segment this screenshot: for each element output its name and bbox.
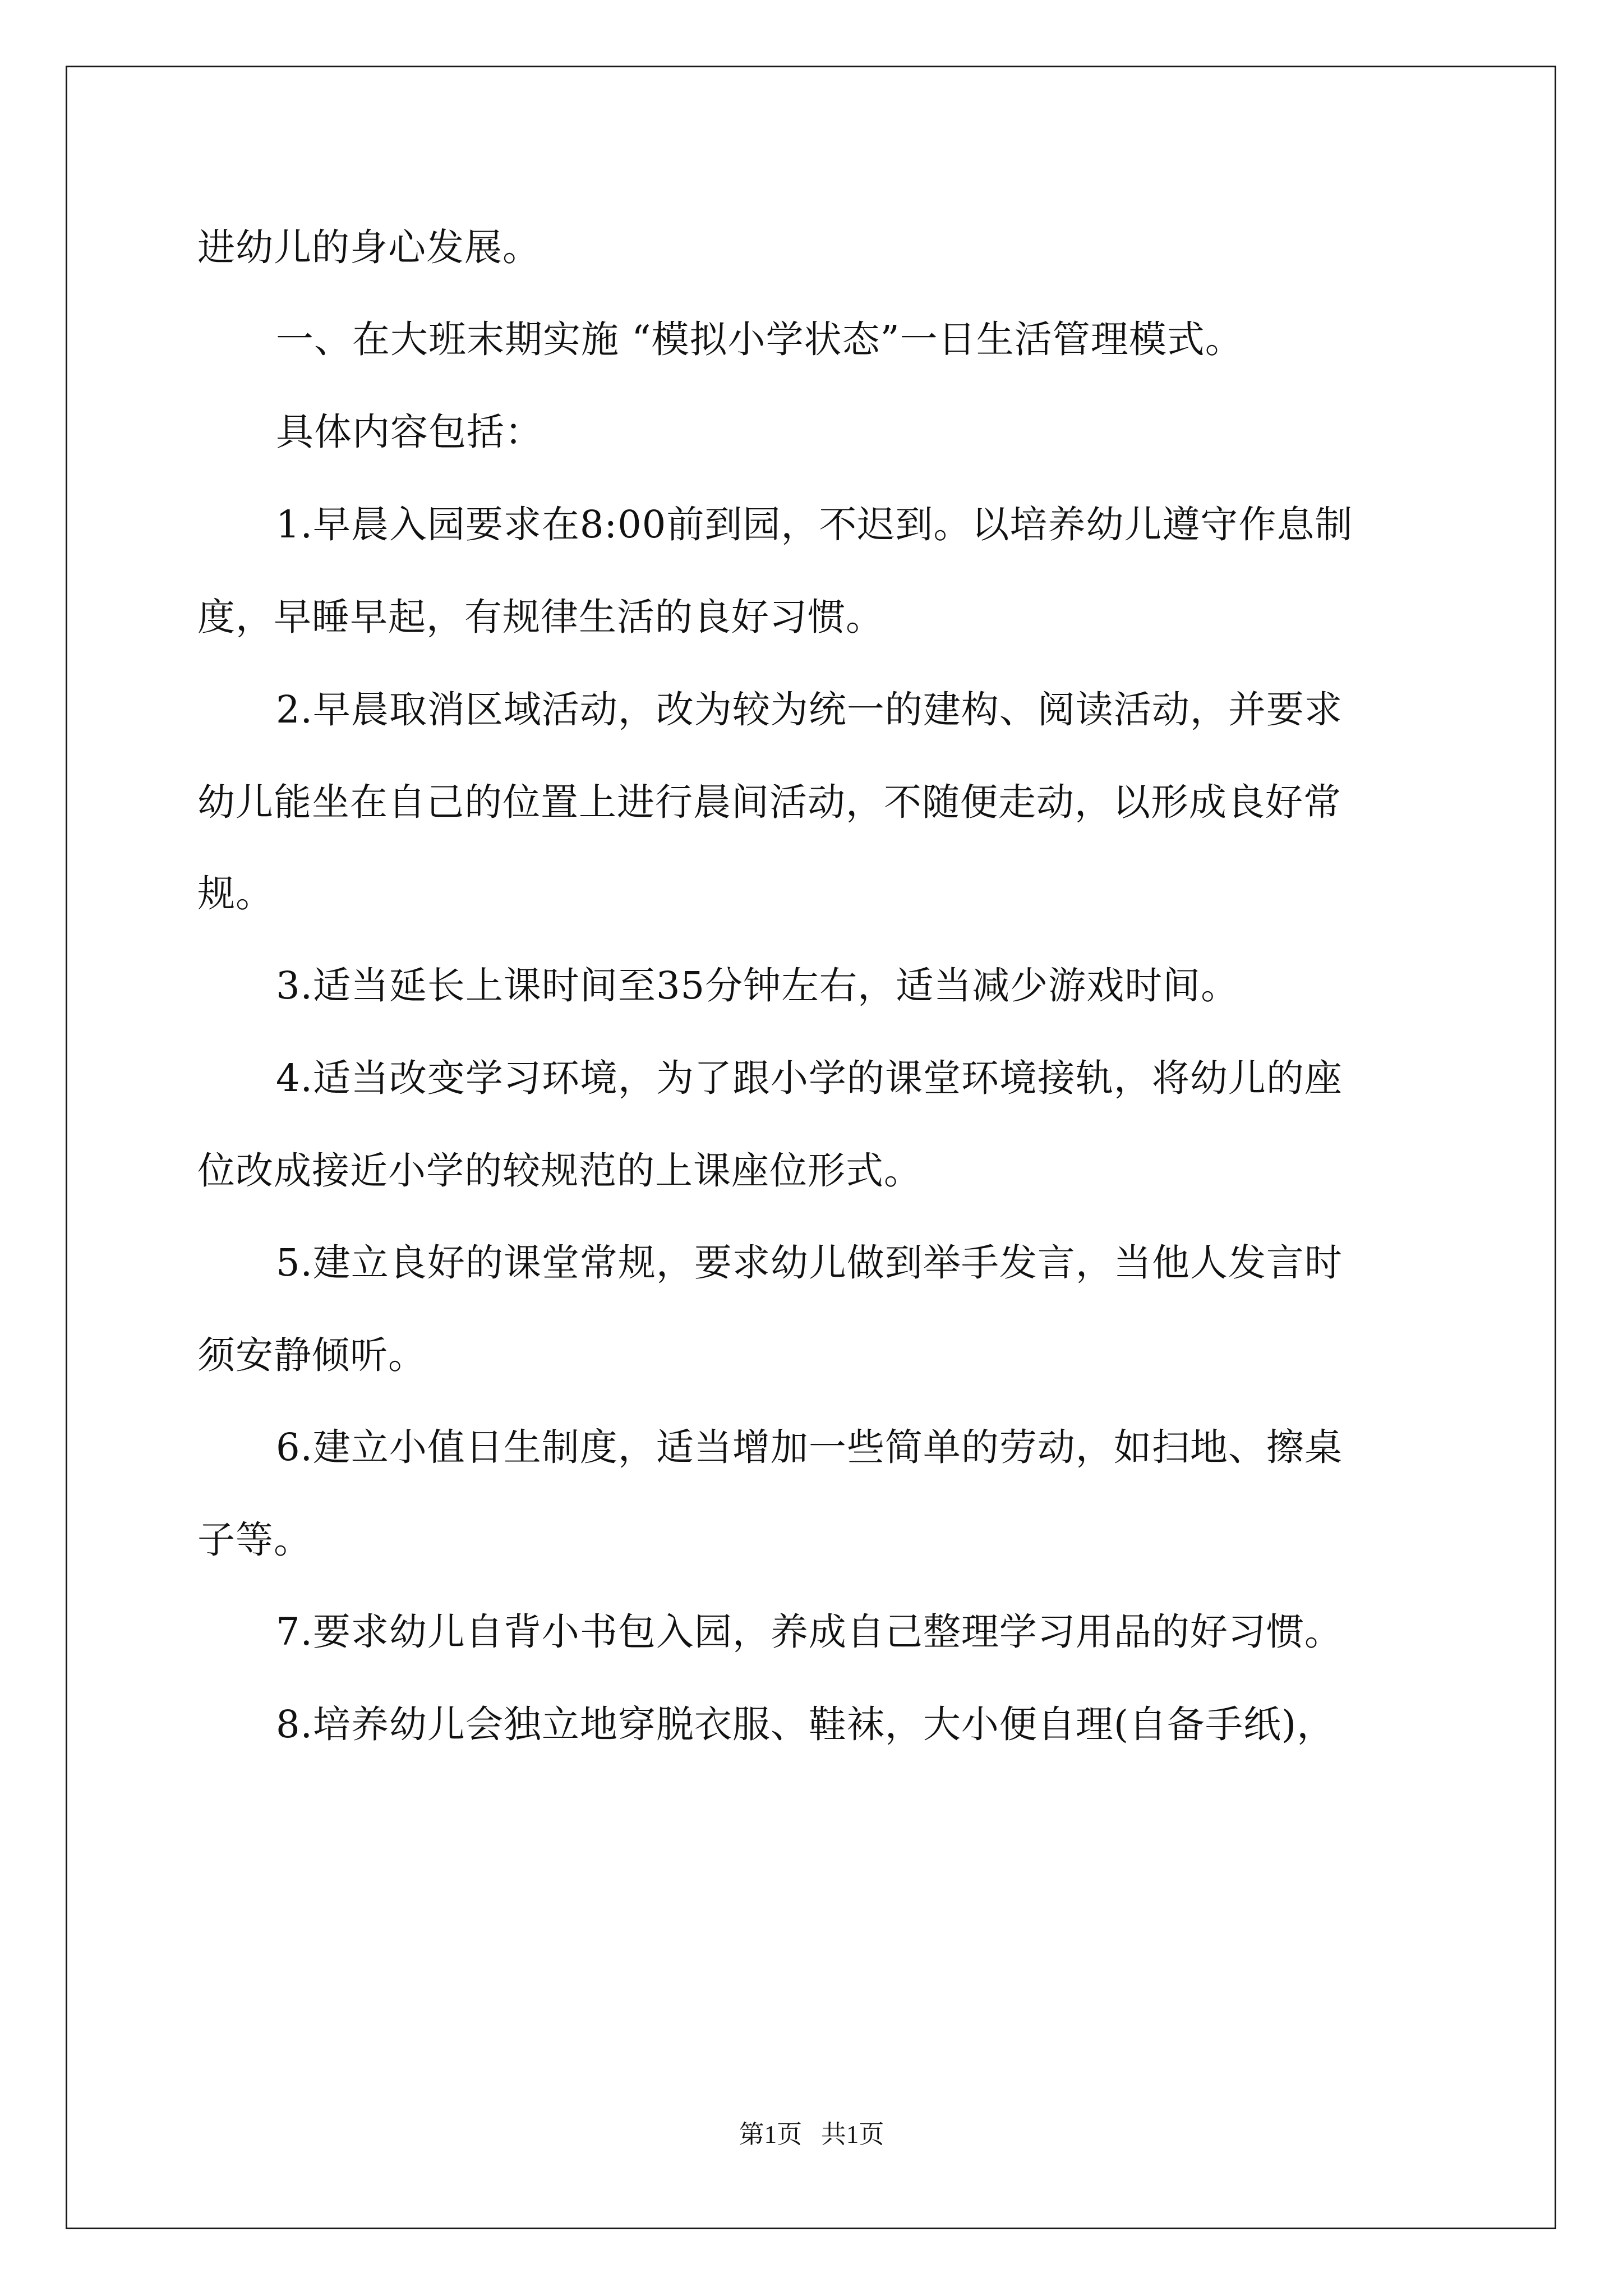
list-item-5-cont: 须安静倾听。 xyxy=(197,1333,426,1377)
paragraph-line: 具体内容包括： xyxy=(276,410,543,454)
list-item-5: 5.建立良好的课堂常规，要求幼儿做到举手发言，当他人发言时 xyxy=(276,1241,1343,1285)
list-item-2: 2.早晨取消区域活动，改为较为统一的建构、阅读活动，并要求 xyxy=(276,688,1343,731)
list-item-2-cont: 规。 xyxy=(197,872,274,915)
list-item-8: 8.培养幼儿会独立地穿脱衣服、鞋袜，大小便自理(自备手纸)， xyxy=(276,1703,1335,1746)
list-item-1: 1.早晨入园要求在8:00前到园，不迟到。以培养幼儿遵守作息制 xyxy=(276,503,1353,546)
list-item-4: 4.适当改变学习环境，为了跟小学的课堂环境接轨，将幼儿的座 xyxy=(276,1056,1343,1100)
list-item-7: 7.要求幼儿自背小书包入园，养成自己整理学习用品的好习惯。 xyxy=(276,1610,1343,1654)
section-heading: 一、在大班末期实施 “模拟小学状态”一日生活管理模式。 xyxy=(276,318,1243,361)
list-item-6: 6.建立小值日生制度，适当增加一些简单的劳动，如扫地、擦桌 xyxy=(276,1425,1343,1469)
paragraph-line: 进幼儿的身心发展。 xyxy=(197,226,541,269)
page-number-footer: 第1页 共1页 xyxy=(739,2120,884,2148)
list-item-4-cont: 位改成接近小学的较规范的上课座位形式。 xyxy=(197,1149,922,1193)
list-item-3: 3.适当延长上课时间至35分钟左右，适当减少游戏时间。 xyxy=(276,964,1239,1007)
list-item-1-cont: 度，早睡早起，有规律生活的良好习惯。 xyxy=(197,595,884,639)
list-item-2-cont: 幼儿能坐在自己的位置上进行晨间活动，不随便走动，以形成良好常 xyxy=(197,780,1341,824)
list-item-6-cont: 子等。 xyxy=(197,1518,312,1562)
